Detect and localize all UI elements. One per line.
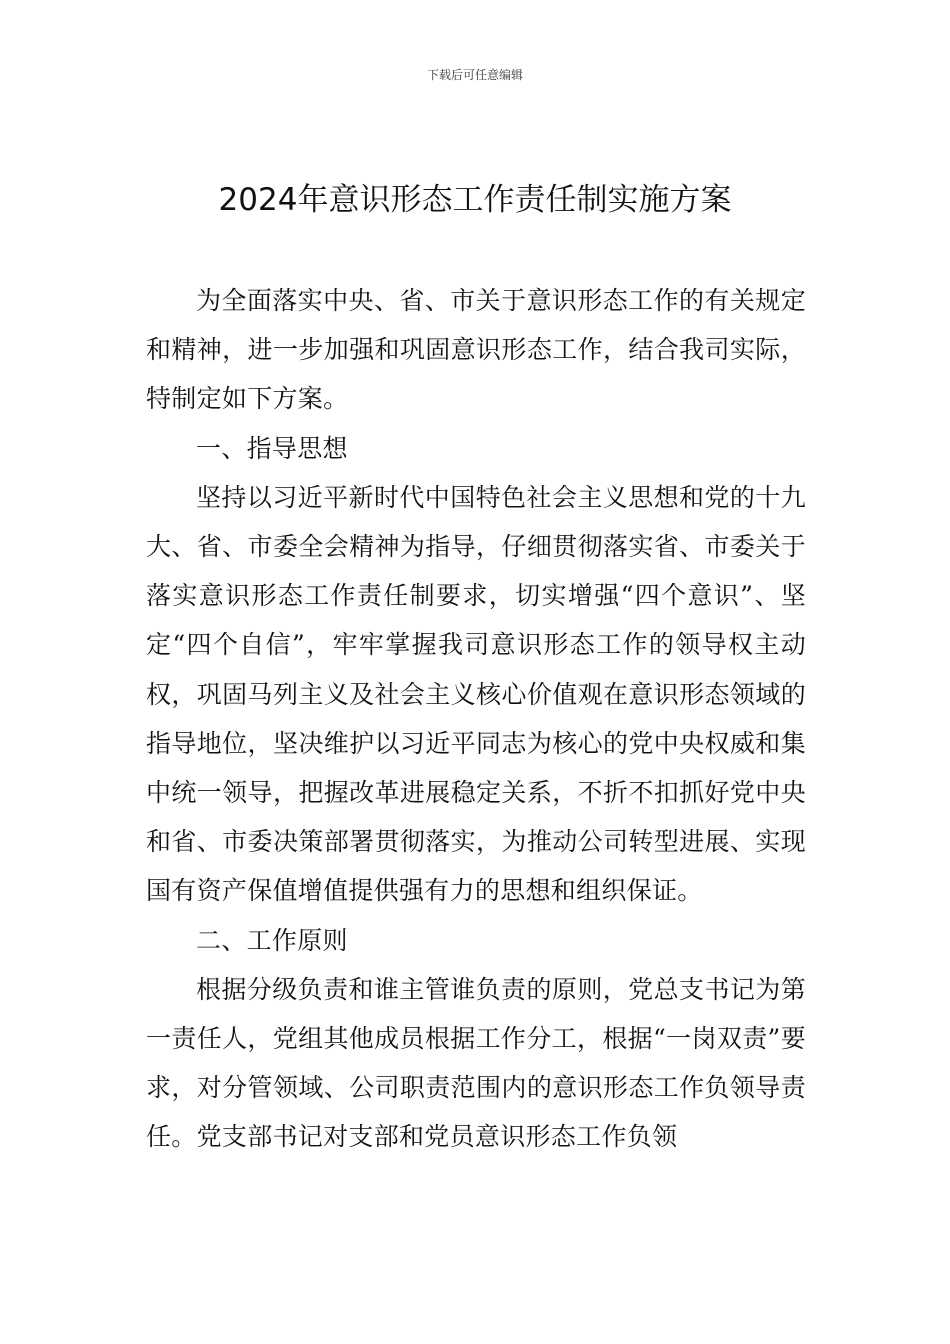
section-heading-guiding-ideology: 一、指导思想 xyxy=(196,433,348,463)
intro-paragraph: 为全面落实中央、省、市关于意识形态工作的有关规定和精神，进一步加强和巩固意识形态工作，结合我司实际，特制定如下方案。 xyxy=(146,286,806,414)
document-title: 2024年意识形态工作责任制实施方案 xyxy=(218,182,732,218)
section-heading-work-principles: 二、工作原则 xyxy=(196,925,348,955)
work-principles-paragraph: 根据分级负责和谁主管谁负责的原则，党总支书记为第一责任人，党组其他成员根据工作分工，根据“一岗双责”要求，对分管领域、公司职责范围内的意识形态工作负领导责任。党支部书记对支部和党员意识形态工作负领 xyxy=(146,974,806,1152)
document-body xyxy=(146,276,806,1162)
header-note: 下载后可任意编辑 xyxy=(426,68,523,82)
guiding-ideology-paragraph: 坚持以习近平新时代中国特色社会主义思想和党的十九大、省、市委全会精神为指导，仔细贯彻落实省、市委关于落实意识形态工作责任制要求，切实增强“四个意识”、坚定“四个自信”，牢牢掌握我司意识形态工作的领导权主动权，巩固马列主义及社会主义核心价值观在意识形态领域的指导地位，坚决维护以习近平同志为核心的党中央权威和集中统一领导，把握改革进展稳定关系，不折不扣抓好党中央和省、市委决策部署贯彻落实，为推动公司转型进展、实现国有资产保值增值提供强有力的思想和组织保证。 xyxy=(146,482,806,906)
